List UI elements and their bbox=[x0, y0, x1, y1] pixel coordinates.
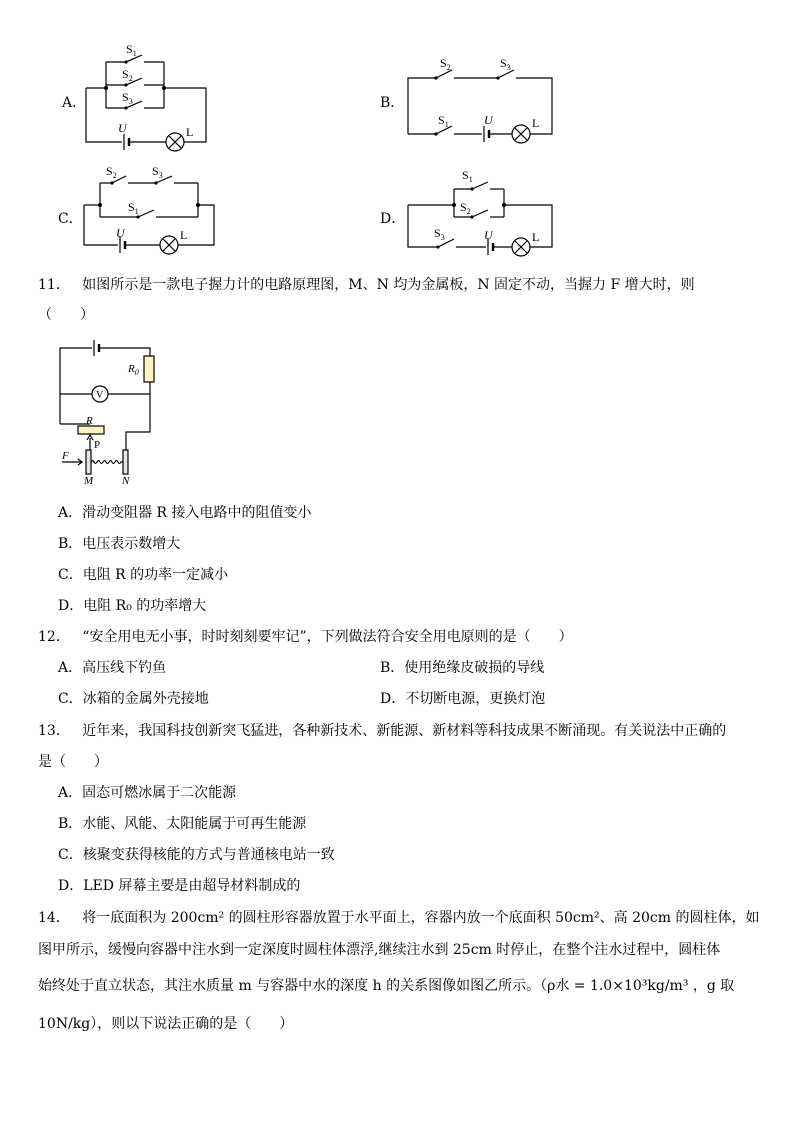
circuit-diagram-c bbox=[78, 165, 223, 257]
svg-text:S2: $S_2$ bbox=[460, 200, 471, 216]
svg-text:L: L bbox=[180, 228, 188, 242]
question-12-stem bbox=[38, 626, 573, 646]
question-text: “安全用电无小事，时时刻刻要牢记”，下列做法符合安全用电原则的是（ ） bbox=[82, 629, 573, 645]
s3-label: $S_3$ bbox=[122, 90, 133, 106]
option-b[interactable]: B．水能、风能、太阳能属于可再生能源 bbox=[58, 816, 307, 832]
option-d[interactable]: D．电阻 R₀ 的功率增大 bbox=[58, 598, 207, 614]
question-number: 13． bbox=[38, 723, 70, 739]
question-14-line-4: 10N/kg），则以下说法正确的是（ ） bbox=[38, 1016, 294, 1032]
option-d[interactable]: D．不切断电源，更换灯泡 bbox=[380, 691, 546, 707]
svg-text:U: U bbox=[484, 113, 493, 127]
circuit-diagram-a bbox=[78, 40, 218, 152]
svg-text:S2: $S_2$ bbox=[440, 56, 451, 72]
question-text: 将一底面积为 200cm² 的圆柱形容器放置于水平面上，容器内放一个底面积 50cm²、高 20cm 的圆柱体，如 bbox=[82, 910, 760, 926]
option-d[interactable]: D．LED 屏幕主要是由超导材料制成的 bbox=[58, 878, 301, 894]
question-13-stem-cont: 是（ ） bbox=[38, 754, 108, 770]
svg-text:S2: $S_2$ bbox=[106, 165, 117, 180]
question-text: 近年来，我国科技创新突飞猛进，各种新技术、新能源、新材料等科技成果不断涌现。有关说法中正确的 bbox=[82, 723, 727, 739]
question-11-stem bbox=[38, 274, 695, 294]
l-label: L bbox=[186, 125, 194, 139]
question-number: 12． bbox=[38, 629, 70, 645]
svg-text:S3: $S_3$ bbox=[500, 56, 511, 72]
option-b[interactable]: B．使用绝缘皮破损的导线 bbox=[380, 660, 545, 676]
svg-text:F: F bbox=[62, 450, 69, 462]
svg-text:S1: $S_1$ bbox=[462, 168, 473, 184]
question-14-stem bbox=[38, 907, 759, 927]
question-14-line-2: 图甲所示，缓慢向容器中注水到一定深度时圆柱体漂浮,继续注水到 25cm 时停止，在整个注水过程中，圆柱体 bbox=[38, 942, 721, 958]
option-a[interactable]: A．高压线下钓鱼 bbox=[58, 660, 167, 676]
option-b[interactable]: B．电压表示数增大 bbox=[58, 536, 181, 552]
option-c[interactable]: C．电阻 R 的功率一定减小 bbox=[58, 567, 229, 583]
u-label: U bbox=[118, 121, 127, 135]
option-a[interactable]: A．滑动变阻器 R 接入电路中的阻值变小 bbox=[58, 505, 312, 521]
svg-text:N: N bbox=[122, 475, 130, 486]
option-label-d: D． bbox=[380, 211, 406, 227]
svg-text:R0: $R_0$ bbox=[128, 363, 139, 377]
svg-text:S3: $S_3$ bbox=[434, 226, 445, 242]
svg-text:M: M bbox=[84, 475, 94, 486]
question-11-bracket: （ ） bbox=[38, 307, 94, 323]
svg-text:S1: $S_1$ bbox=[438, 113, 449, 129]
question-13-stem bbox=[38, 720, 726, 740]
option-label-c: C． bbox=[58, 211, 83, 227]
svg-text:L: L bbox=[532, 230, 540, 244]
svg-text:S1: $S_1$ bbox=[128, 200, 139, 216]
question-text: 如图所示是一款电子握力计的电路原理图，M、N 均为金属板，N 固定不动，当握力 F 增大时，则 bbox=[82, 277, 695, 293]
option-c[interactable]: C．核聚变获得核能的方式与普通核电站一致 bbox=[58, 847, 335, 863]
s2-label: $S_2$ bbox=[122, 67, 133, 83]
s1-label: $S_1$ bbox=[126, 42, 137, 58]
svg-text:S3: $S_3$ bbox=[152, 165, 163, 180]
question-14-line-3: 始终处于直立状态，其注水质量 m 与容器中水的深度 h 的关系图像如图乙所示。（ρ水 = 1.0×10³kg/m³ ，g 取 bbox=[38, 978, 735, 994]
question-number: 14． bbox=[38, 910, 70, 926]
svg-text:L: L bbox=[532, 116, 540, 130]
option-label-a: A． bbox=[62, 95, 87, 111]
option-label-b: B． bbox=[380, 95, 405, 111]
circuit-diagram-b bbox=[400, 50, 560, 150]
question-number: 11． bbox=[38, 277, 70, 293]
option-c[interactable]: C．冰箱的金属外壳接地 bbox=[58, 691, 209, 707]
svg-text:P: P bbox=[94, 439, 101, 451]
grip-meter-circuit-diagram bbox=[52, 336, 170, 486]
circuit-diagram-d bbox=[400, 165, 560, 257]
option-a[interactable]: A．固态可燃冰属于二次能源 bbox=[58, 785, 237, 801]
svg-text:U: U bbox=[116, 226, 125, 240]
svg-text:U: U bbox=[484, 228, 493, 242]
voltmeter-label: V bbox=[96, 390, 104, 401]
svg-text:R: R bbox=[86, 415, 93, 427]
